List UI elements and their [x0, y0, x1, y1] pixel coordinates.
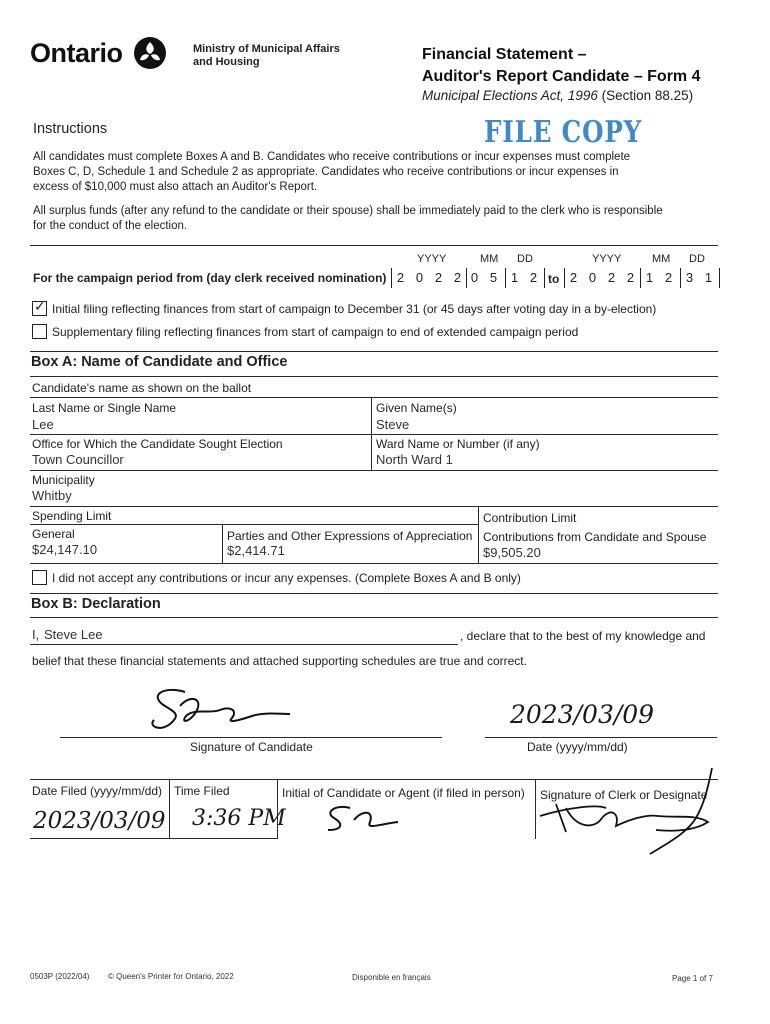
end-day-digit: 3 [685, 270, 694, 285]
municipality-rule [30, 506, 718, 507]
declaration-date-line [485, 737, 717, 738]
end-year-digit: 0 [588, 270, 597, 285]
no-contributions-checkbox[interactable] [32, 570, 47, 585]
ontario-logo [30, 38, 123, 74]
trillium-icon [133, 36, 167, 70]
contribution-limit-label: Contribution Limit [483, 511, 577, 525]
instructions-heading: Instructions [33, 121, 108, 137]
start-mm-header: MM [480, 253, 499, 265]
declaration-name[interactable]: Steve Lee [44, 627, 103, 642]
start-yyyy-header: YYYY [417, 253, 447, 265]
parties-value[interactable]: $2,414.71 [227, 543, 285, 558]
instructions-para-1-line-3: excess of $10,000 must also attach an Auditor's Report. [33, 181, 318, 193]
no-contributions-label: I did not accept any contributions or incur any expenses. (Complete Boxes A and B only) [52, 571, 521, 585]
start-day-digit: 1 [510, 270, 519, 285]
candidate-signature-icon [140, 680, 310, 740]
french-availability: Disponible en français [352, 973, 431, 982]
last-name-label: Last Name or Single Name [32, 401, 177, 415]
form-title-line-2: Auditor's Report Candidate – Form 4 [422, 68, 701, 85]
office-label: Office for Which the Candidate Sought Election [32, 437, 283, 451]
start-year-digit: 2 [396, 270, 405, 285]
ballot-rule [30, 397, 718, 398]
start-day-digit: 2 [529, 270, 538, 285]
start-year-digit: 2 [453, 270, 462, 285]
ballot-name-label: Candidate's name as shown on the ballot [32, 381, 252, 395]
declaration-date-label: Date (yyyy/mm/dd) [527, 740, 628, 754]
end-year-digit: 2 [626, 270, 635, 285]
ministry-line-1: Ministry of Municipal Affairs [193, 43, 340, 55]
logo-text: Ontario [30, 38, 123, 68]
ministry-line-2: and Housing [193, 56, 260, 68]
parties-label: Parties and Other Expressions of Appreciation [227, 529, 473, 543]
clerk-signature-icon [536, 768, 716, 858]
declaration-suffix: , declare that to the best of my knowledge and [460, 629, 706, 643]
end-year-digit: 2 [607, 270, 616, 285]
period-end-date[interactable] [564, 268, 720, 292]
initial-filing-checkbox[interactable] [32, 301, 47, 316]
spending-limit-label: Spending Limit [32, 509, 112, 523]
act-name: Municipal Elections Act, 1996 [422, 88, 598, 103]
instructions-para-1-line-1: All candidates must complete Boxes A and B. Candidates who receive contributions or incur expenses must complete [33, 151, 631, 163]
municipality-label: Municipality [32, 473, 95, 487]
office-value[interactable]: Town Councillor [32, 452, 124, 467]
contrib-candidate-label: Contributions from Candidate and Spouse [483, 530, 707, 544]
declaration-line-2: belief that these financial statements and attached supporting schedules are true and correct. [32, 654, 527, 668]
ward-label: Ward Name or Number (if any) [376, 437, 540, 451]
end-mm-header: MM [652, 253, 671, 265]
initial-filing-label: Initial filing reflecting finances from start of campaign to December 31 (or 45 days after voting day in a by-election) [52, 302, 657, 316]
filed-bottom-rule [30, 838, 278, 839]
period-start-date[interactable] [391, 268, 545, 292]
start-month-digit: 5 [489, 270, 498, 285]
instructions-para-1 [33, 150, 630, 195]
checkmark-icon: ✓ [34, 299, 46, 315]
instructions-para-2 [33, 204, 663, 234]
box-a-top-rule [30, 351, 718, 352]
box-b-heading-rule [30, 617, 718, 618]
general-label: General [32, 527, 75, 541]
file-copy-stamp: FILE COPY [484, 115, 643, 150]
candidate-signature-label: Signature of Candidate [190, 740, 313, 754]
initial-agent-label: Initial of Candidate or Agent (if filed in person) [282, 786, 525, 800]
agent-initial-icon [318, 802, 408, 836]
page-number: Page 1 of 7 [672, 974, 713, 983]
form-title-line-1: Financial Statement – [422, 46, 587, 63]
box-a-heading-rule [30, 376, 718, 377]
general-parties-divider [222, 524, 223, 564]
supplementary-filing-label: Supplementary filing reflecting finances from start of campaign to end of extended campaign period [52, 325, 579, 339]
end-yyyy-header: YYYY [592, 253, 622, 265]
period-label: For the campaign period from (day clerk received nomination) [33, 271, 387, 285]
start-dd-header: DD [517, 253, 533, 265]
act-section: (Section 88.25) [601, 88, 694, 103]
instructions-para-1-line-2: Boxes C, D, Schedule 1 and Schedule 2 as appropriate. Candidates who receive contributions or incur expenses in [33, 166, 619, 178]
general-value[interactable]: $24,147.10 [32, 542, 98, 557]
time-filed-label: Time Filed [174, 784, 230, 798]
start-year-digit: 0 [415, 270, 424, 285]
form-code: 0503P (2022/04) [30, 972, 90, 981]
spending-sub-rule [30, 524, 478, 525]
box-a-heading: Box A: Name of Candidate and Office [31, 354, 288, 370]
limits-rule [30, 563, 718, 564]
declaration-date-value[interactable]: 2023/03/09 [510, 700, 655, 729]
clerk-signature-label: Signature of Clerk or Designate [540, 788, 708, 802]
end-dd-header: DD [689, 253, 705, 265]
date-filed-label: Date Filed (yyyy/mm/dd) [32, 784, 163, 798]
contrib-candidate-value[interactable]: $9,505.20 [483, 545, 541, 560]
municipality-value[interactable]: Whitby [32, 488, 72, 503]
box-b-heading: Box B: Declaration [31, 596, 161, 612]
period-top-rule [30, 245, 718, 246]
last-name-value[interactable]: Lee [32, 417, 54, 432]
supplementary-filing-checkbox[interactable] [32, 324, 47, 339]
office-rule [30, 470, 718, 471]
start-month-digit: 0 [470, 270, 479, 285]
instructions-para-2-line-1: All surplus funds (after any refund to the candidate or their spouse) shall be immediately paid to the clerk who is responsible [33, 205, 663, 217]
date-filed-value[interactable]: 2023/03/09 [33, 808, 166, 834]
candidate-signature-line [60, 737, 442, 738]
period-to-label: to [548, 272, 560, 286]
instructions-para-2-line-2: for the conduct of the election. [33, 220, 188, 232]
end-month-digit: 2 [664, 270, 673, 285]
end-day-digit: 1 [704, 270, 713, 285]
given-name-label: Given Name(s) [376, 401, 457, 415]
end-year-digit: 2 [569, 270, 578, 285]
declaration-name-line [30, 644, 458, 645]
ward-value[interactable]: North Ward 1 [376, 452, 453, 467]
end-month-digit: 1 [645, 270, 654, 285]
filed-divider-1 [169, 779, 170, 839]
spending-contribution-divider [478, 506, 479, 564]
declaration-prefix: I, [32, 627, 40, 642]
form-title [422, 44, 701, 88]
name-rule [30, 434, 718, 435]
given-name-value[interactable]: Steve [376, 417, 410, 432]
copyright: © Queen's Printer for Ontario, 2022 [108, 972, 234, 981]
act-reference [422, 88, 693, 103]
time-filed-value[interactable]: 3:36 PM [192, 806, 286, 831]
ministry-name [193, 43, 340, 69]
box-b-top-rule [30, 593, 718, 594]
start-year-digit: 2 [434, 270, 443, 285]
